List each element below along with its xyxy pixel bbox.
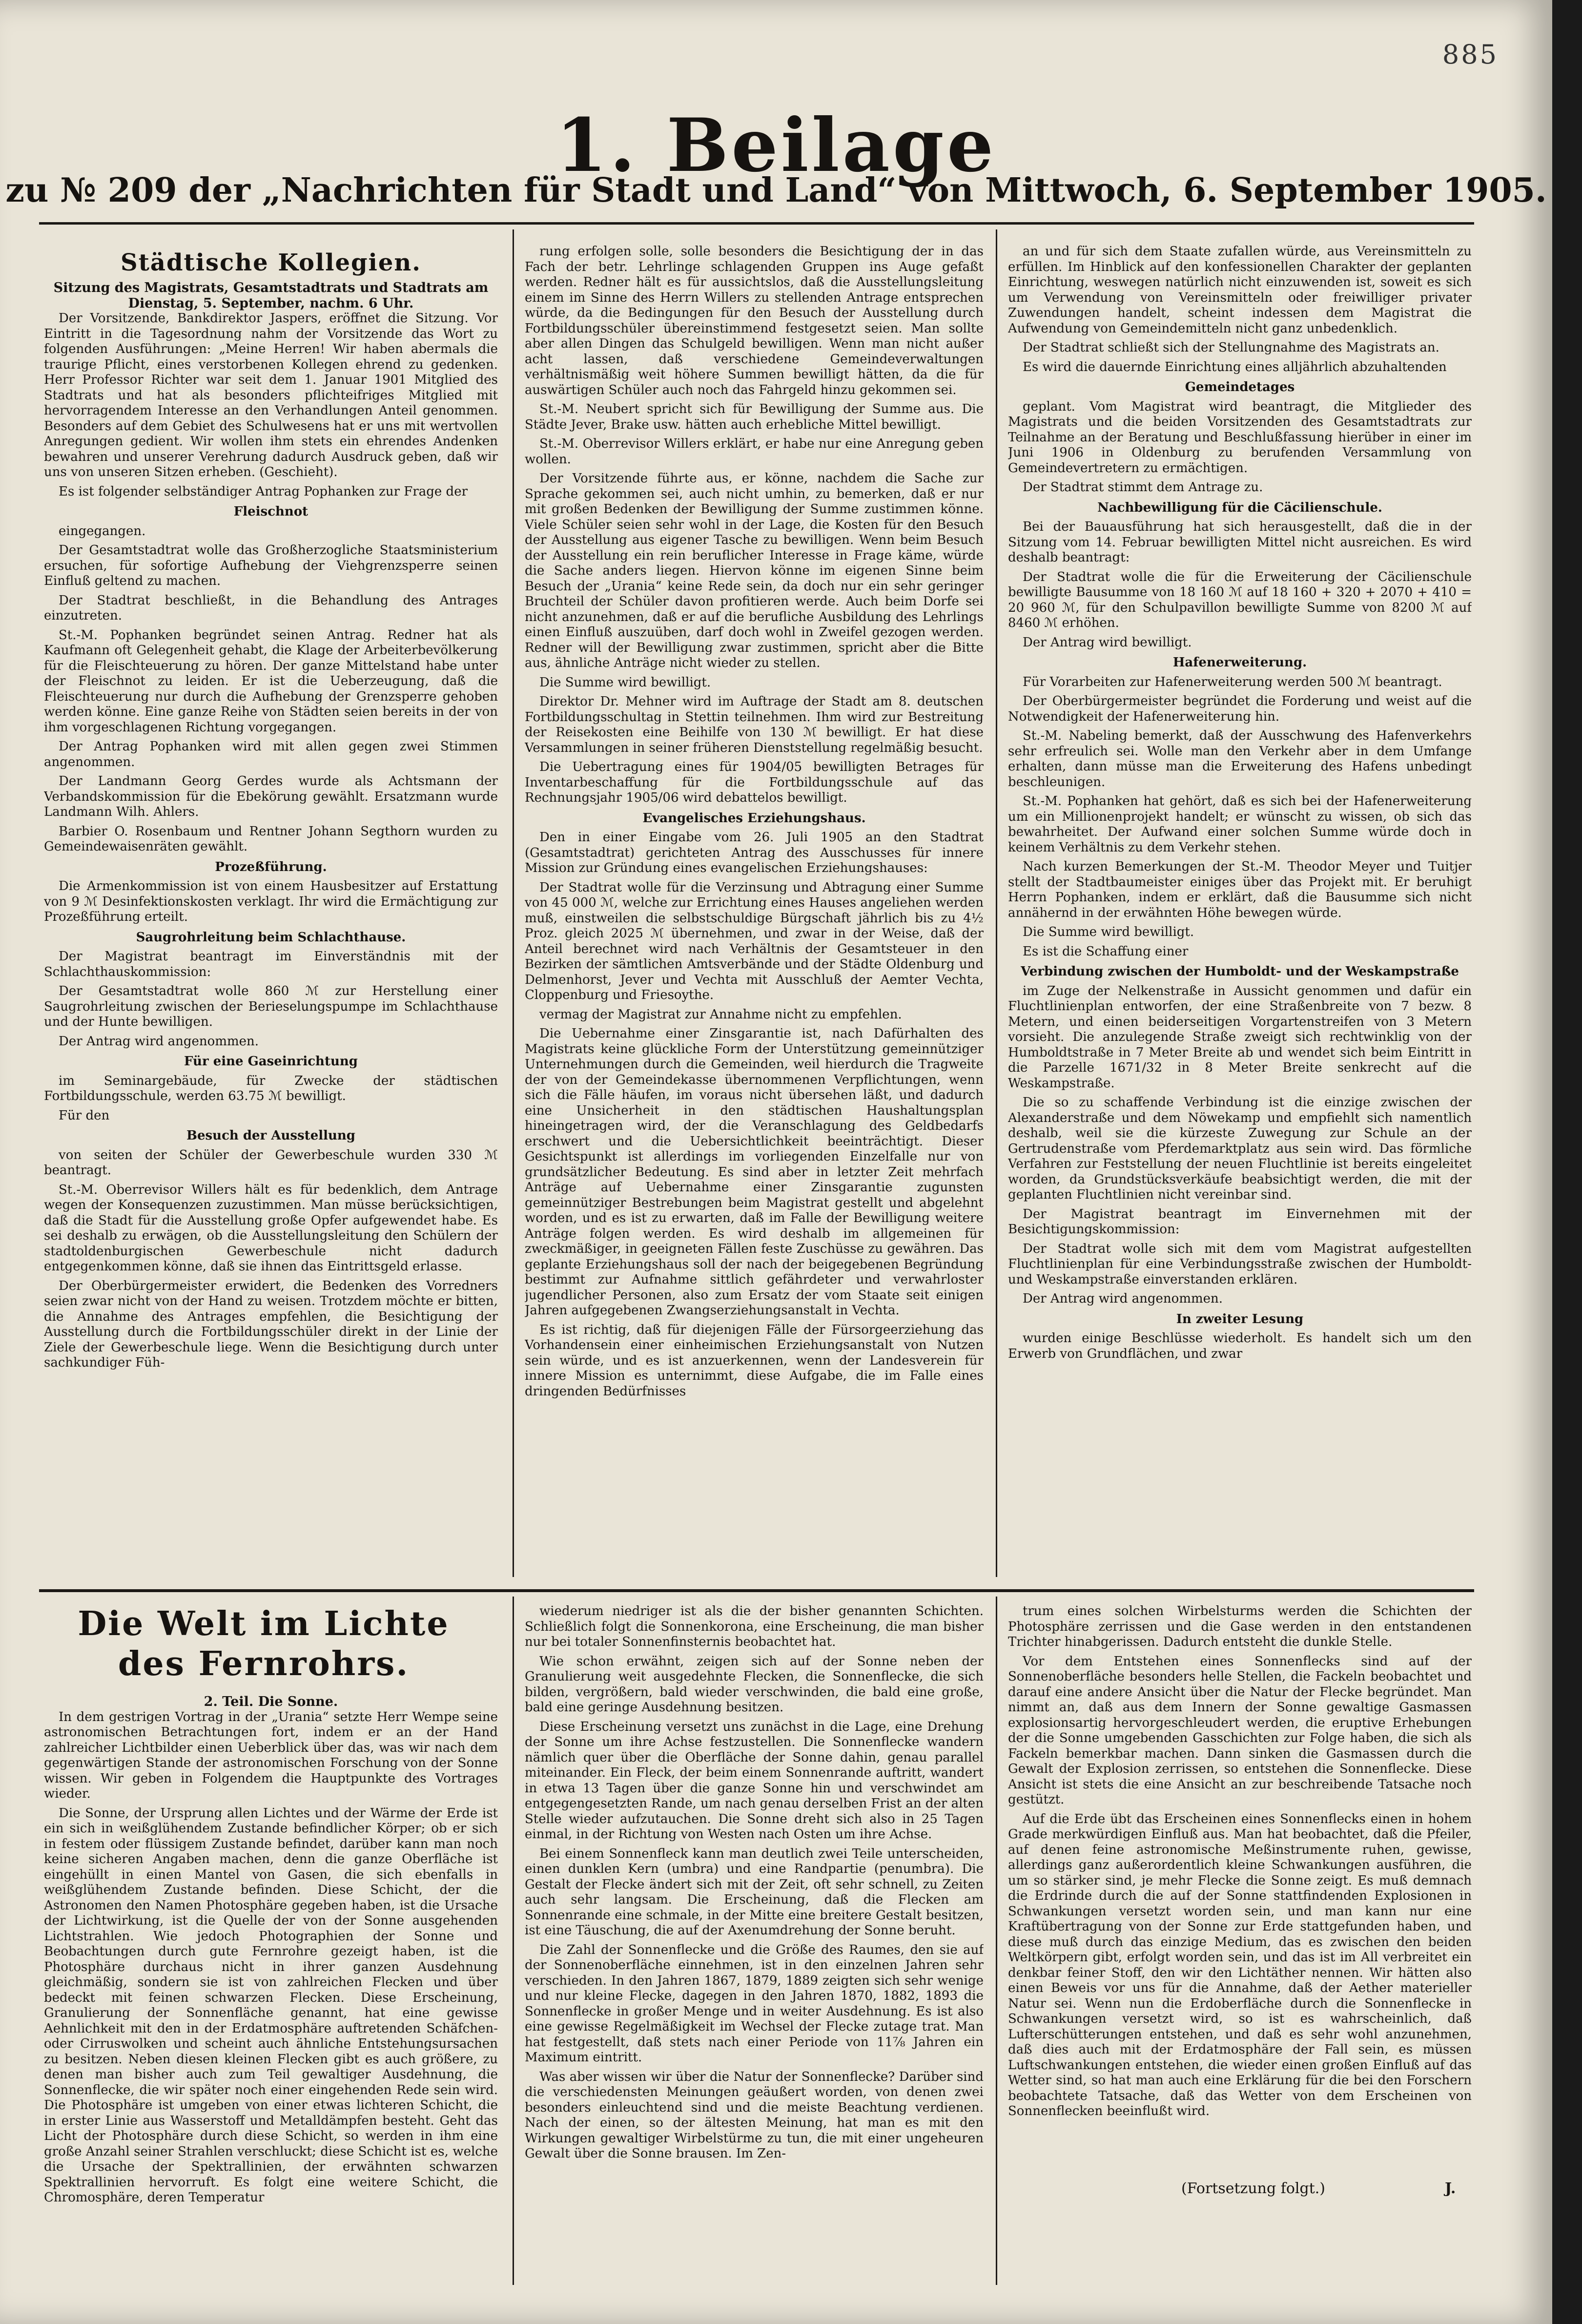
paragraph: Die Uebertragung eines für 1904/05 bewilligten Betrages für Inventarbeschaffung für die Fortbildungsschule auf das Rechnungsjahr 1905/06 wird debattelos bewilligt.: [525, 760, 984, 805]
feuilleton-title: Die Welt im Lichte des Fernrohrs.: [78, 1604, 450, 1683]
paragraph: Die Armenkommission ist von einem Hausbesitzer auf Erstattung von 9 ℳ Desinfektionskosten verklagt. Ihr wird die Ermächtigung zur Prozeßführung erteilt.: [44, 879, 498, 924]
paragraph: Der Gesamtstadtrat wolle 860 ℳ zur Herstellung einer Saugrohrleitung zwischen der Berieselungspumpe im Schlachthause und der Hunte bewilligen.: [44, 984, 498, 1029]
paragraph: rung erfolgen solle, solle besonders die Besichtigung der in das Fach der betr. Lehrlinge schlagenden Gruppen ins Auge gefaßt werden. Redner hält es für aussichtslos, daß die Ausstellungsleitung einem im Sinne des Herrn Willers zu stellenden Antrage entsprechen würde, da die Bedingungen für den Besuch der Ausstellung durch Fortbildungsschüler übereinstimmend festgesetzt seien. Man sollte aber allen Dingen das Schulgeld bewilligen. Wenn man nicht außer acht lassen, daß verschiedene Gemeindeverwaltungen verhältnismäßig weit höhere Summen bewilligt hätten, da die für auswärtigen Schüler auch noch das Fahrgeld hinzu gekommen sei.: [525, 244, 984, 397]
paragraph: Der Oberbürgermeister erwidert, die Bedenken des Vorredners seien zwar nicht von der Hand zu weisen. Trotzdem möchte er bitten, die Annahme des Antrages empfehlen, die Besichtigung der Ausstellung durch die Fortbildungsschüler direkt in der Linie der Ziele der Gewerbeschule liege. Wenn die Besichtigung durch unter sachkundiger Füh-: [44, 1278, 498, 1370]
feuilleton-part: 2. Teil. Die Sonne.: [204, 1694, 338, 1709]
feuilleton-column-1: [44, 1694, 498, 2280]
paragraph: im Zuge der Nelkenstraße in Aussicht genommen und dafür ein Fluchtlinienplan entworfen, der eine Straßenbreite von 7 bezw. 8 Metern, und einen beiderseitigen Vorgartenstreifen von 3 Metern vorsieht. Die anzulegende Straße zweigt sich rechtwinklig von der Humboldtstraße in 7 Meter Breite ab und wendet sich beim Eintritt in die Parzelle 1671/32 in 8 Meter Breite senkrecht auf die Weskampstraße.: [1008, 983, 1472, 1091]
paragraph: Die Sonne, der Ursprung allen Lichtes und der Wärme der Erde ist ein sich in weißglühendem Zustande befindlicher Körper; ob er sich in festem oder flüssigem Zustande befindet, darüber kann man noch keine sicheren Angaben machen, denn die ganze Oberfläche ist eingehüllt in einen Mantel von Gasen, die sich ebenfalls in weißglühendem Zustande befinden. Diese Schicht, der die Astronomen den Namen Photosphäre gegeben haben, ist die Ursache der Lichtwirkung, ist die Quelle der von der Sonne ausgehenden Lichtstrahlen. Wie jedoch Photographien der Sonne und Beobachtungen durch gute Fernrohre gezeigt haben, ist die Photosphäre durchaus nicht in ihrer ganzen Ausdehnung gleichmäßig, sondern sie ist von zahlreichen Flecken und über bedeckt mit feinen schwarzen Flecken. Diese Erscheinung, Granulierung der Sonnenfläche genannt, hat eine gewisse Aehnlichkeit mit den in der Erdatmosphäre auftretenden Schäfchen- oder Cirruswolken und scheint auch ähnliche Entstehungsursachen zu besitzen. Neben diesen kleinen Flecken gibt es auch größere, zu denen man bisher auch zum Teil gewaltiger Ausdehnung, die Sonnenflecke, die wir später noch einer eingehenden Rede sein wird. Die Photosphäre ist umgeben von einer etwas lichteren Schicht, die in erster Linie aus Wasserstoff und Metalldämpfen besteht. Geht das Licht der Photosphäre durch diese Schicht, so werden in ihm eine große Anzahl seiner Strahlen verschluckt; diese Schicht ist es, welche die Ursache der Spektrallinien, der erwähnten schwarzen Spektrallinien hervorruft. Es folgt eine weitere Schicht, die Chromosphäre, deren Temperatur: [44, 1805, 498, 2205]
paragraph: Der Magistrat beantragt im Einvernehmen mit der Besichtigungskommission:: [1008, 1206, 1472, 1237]
subheading: Besuch der Ausstellung: [186, 1128, 355, 1143]
top-column-2: [525, 244, 984, 1577]
paragraph: Der Antrag wird angenommen.: [59, 1034, 259, 1049]
paragraph: In dem gestrigen Vortrag in der „Urania“ setzte Herr Wempe seine astronomischen Betrachtungen fort, indem er an der Hand zahlreicher Lichtbilder einen Ueberblick über das, was wir nach dem gegenwärtigen Stande der astronomischen Forschung von der Sonne wissen. Wir geben in Folgendem die Hauptpunkte des Vortrages wieder.: [44, 1709, 498, 1801]
section-heading: Städtische Kollegien.: [121, 249, 421, 276]
paragraph: Barbier O. Rosenbaum und Rentner Johann Segthorn wurden zu Gemeindewaisenräten gewählt.: [44, 824, 498, 854]
paragraph: Direktor Dr. Mehner wird im Auftrage der Stadt am 8. deutschen Fortbildungsschultag in Stettin teilnehmen. Ihm wird zur Bestreitung der Reisekosten eine Beihilfe von 130 ℳ bewilligt. Er hat diese Versammlungen in seiner früheren Dienststellung regelmäßig besucht.: [525, 694, 984, 755]
paragraph: Der Landmann Georg Gerdes wurde als Achtsmann der Verbandskommission für die Ebekörung gewählt. Ersatzmann wurde Landmann Wilh. Ahlers.: [44, 774, 498, 819]
section-rule: [39, 1589, 1474, 1592]
paragraph: Der Antrag wird angenommen.: [1023, 1291, 1223, 1306]
paragraph: Wie schon erwähnt, zeigen sich auf der Sonne neben der Granulierung weit ausgedehnte Flecken, die Sonnenflecke, die sich bilden, vergrößern, bald wieder verschwinden, die bald eine große, bald eine geringe Ausdehnung besitzen.: [525, 1654, 984, 1715]
paragraph: Für den: [59, 1108, 110, 1123]
column-divider: [996, 229, 997, 1577]
paragraph: Der Stadtrat stimmt dem Antrage zu.: [1023, 480, 1263, 495]
paragraph: Für Vorarbeiten zur Hafenerweiterung werden 500 ℳ beantragt.: [1023, 674, 1442, 689]
subheading: Saugrohrleitung beim Schlachthause.: [136, 930, 406, 945]
paragraph: Der Gesamtstadtrat wolle das Großherzogliche Staatsministerium ersuchen, für sofortige Aufhebung der Viehgrenzsperre seinen Einfluß geltend zu machen.: [44, 543, 498, 588]
subheading: Verbindung zwischen der Humboldt- und der Weskampstraße: [1021, 964, 1459, 979]
author-signature: J.: [1445, 2180, 1456, 2197]
paragraph: Der Stadtrat wolle die für die Erweiterung der Cäcilienschule bewilligte Bausumme von 18 160 ℳ auf 18 160 + 320 + 2070 + 410 = 20 960 ℳ, für den Schulpavillon bewilligte Summe von 8200 ℳ auf 8460 ℳ erhöhen.: [1008, 569, 1472, 630]
paragraph: Der Stadtrat wolle sich mit dem vom Magistrat aufgestellten Fluchtlinienplan für eine Verbindungsstraße zwischen der Humboldt- und Weskampstraße einverstanden erklären.: [1008, 1241, 1472, 1287]
continuation-note: (Fortsetzung folgt.): [1181, 2180, 1325, 2197]
paragraph: Es ist richtig, daß für diejenigen Fälle der Fürsorgeerziehung das Vorhandensein einer einheimischen Erziehungsanstalt von Nutzen sein würde, und es ist anzuerkennen, wenn der Landesverein für innere Mission es unternimmt, diese Aufgabe, die im Falle eines dringenden Bedürfnisses: [525, 1322, 984, 1399]
column-divider: [513, 1597, 514, 2285]
subheading: Hafenerweiterung.: [1172, 655, 1307, 670]
paragraph: im Seminargebäude, für Zwecke der städtischen Fortbildungsschule, werden 63.75 ℳ bewilligt.: [44, 1073, 498, 1103]
paragraph: Der Magistrat beantragt im Einverständnis mit der Schlachthauskommission:: [44, 949, 498, 979]
paragraph: Die Zahl der Sonnenflecke und die Größe des Raumes, den sie auf der Sonnenoberfläche einnehmen, ist in den einzelnen Jahren sehr verschieden. In den Jahren 1867, 1879, 1889 zeigten sich sehr wenige und nur kleine Flecke, dagegen in den Jahren 1870, 1882, 1893 die Sonnenflecke in großer Menge und in weiter Ausdehnung. Es ist also eine gewisse Regelmäßigkeit im Wechsel der Flecke zutage trat. Man hat festgestellt, daß stets nach einer Periode von 11⅞ Jahren ein Maximum eintritt.: [525, 1942, 984, 2065]
paragraph: Der Stadtrat wolle für die Verzinsung und Abtragung einer Summe von 45 000 ℳ, welche zur Errichtung eines Hauses angeliehen werden muß, einstweilen die selbstschuldige Bürgschaft jährlich bis zu 4½ Proz. gleich 2025 ℳ übernehmen, und zwar in der Weise, daß der Anteil berechnet wird nach Verhältnis der Gesamtsteuer in den Bezirken der sämtlichen Amtsverbände und der Städte Oldenburg und Delmenhorst, Jever und Vechta mit Ausschluß der Aemter Vechta, Cloppenburg und Friesoythe.: [525, 880, 984, 1002]
feuilleton-column-2: [525, 1604, 984, 2282]
paragraph: Der Vorsitzende, Bankdirektor Jaspers, eröffnet die Sitzung. Vor Eintritt in die Tagesordnung nahm der Vorsitzende das Wort zu folgenden Ausführungen: „Meine Herren! Wir haben abermals die traurige Pflicht, eines verstorbenen Kollegen ehrend zu gedenken. Herr Professor Richter war seit dem 1. Januar 1901 Mitglied des Stadtrats und hat als besonders pflichteifriges Mitglied mit hervorragendem Interesse an den Verhandlungen Anteil genommen. Besonders auf dem Gebiet des Schulwesens hat er uns mit wertvollen Anregungen gedient. Wir wollen ihm stets ein ehrendes Andenken bewahren und unserer Verehrung dadurch Ausdruck geben, daß wir uns von unseren Sitzen erheben. (Geschieht).: [44, 311, 498, 479]
top-column-1: [44, 244, 498, 1577]
paragraph: Vor dem Entstehen eines Sonnenflecks sind auf der Sonnenoberfläche besonders helle Stellen, die Fackeln beobachtet und darauf eine andere Ansicht über die Natur der Flecke begründet. Man nimmt an, daß aus dem Innern der Sonne gewaltige Gasmassen explosionsartig hervorgeschleudert werden, die eruptive Erhebungen der die Sonne umgebenden Gasschichten zur Folge haben, die sich als Fackeln bemerkbar machen. Dann sinken die Gasmassen durch die Gewalt der Explosion zerrissen, so entstehen die Sonnenflecke. Diese Ansicht ist stets die eine Ansicht an zur beschreibende Tatsache noch gestützt.: [1008, 1654, 1472, 1807]
paragraph: Der Stadtrat beschließt, in die Behandlung des Antrages einzutreten.: [44, 593, 498, 623]
subheading: In zweiter Lesung: [1176, 1311, 1304, 1327]
paragraph: eingegangen.: [59, 523, 146, 539]
paragraph: geplant. Vom Magistrat wird beantragt, die Mitglieder des Magistrats und die beiden Vorsitzenden des Gesamtstadtrats zur Teilnahme an der Beratung und Beschlußfassung hierüber in einer im Juni 1906 in Oldenburg zu berufenden Versammlung von Gemeindevertretern zu ermächtigen.: [1008, 399, 1472, 476]
paragraph: St.-M. Nabeling bemerkt, daß der Ausschwung des Hafenverkehrs sehr erfreulich sei. Wolle man den Verkehr aber in dem Umfange erhalten, dann müsse man die Erweiterung des Hafens unbedingt beschleunigen.: [1008, 728, 1472, 789]
paragraph: Den in einer Eingabe vom 26. Juli 1905 an den Stadtrat (Gesamtstadtrat) gerichteten Antrag des Ausschusses für innere Mission zur Gründung eines evangelischen Erziehungshauses:: [525, 830, 984, 875]
feuilleton-column-3: [1008, 1604, 1472, 2160]
paragraph: Die Uebernahme einer Zinsgarantie ist, nach Dafürhalten des Magistrats keine glückliche Form der Unterstützung gemeinnütziger Unternehmungen durch die Gemeinden, weil hierdurch die Tragweite der von der Gemeindekasse übernommenen Verpflichtungen, wenn sich die Fälle häufen, im voraus nicht übersehen läßt, und dadurch eine Unsicherheit in den städtischen Haushaltungsplan hineingetragen wird, der die Veranschlagung des Geldbedarfs erschwert und die Uebersichtlichkeit beeinträchtigt. Dieser Gesichtspunkt ist allerdings im vorliegenden Einzelfalle nur von grundsätzlicher Bedeutung. Es sind aber in letzter Zeit mehrfach Anträge auf Uebernahme einer Zinsgarantie zugunsten gemeinnütziger Bestrebungen beim Magistrat gestellt und abgelehnt worden, und es ist zu erwarten, daß im Falle der Bewilligung weitere Anträge folgen werden. Es wird deshalb im allgemeinen für zweckmäßiger, in geeigneten Fällen feste Zuschüsse zu gewähren. Das geplante Erziehungshaus soll der nach der beigegebenen Begründung bestimmt zur Aufnahme sittlich gefährdeter und verwahrloster jugendlicher Personen, also zum Ersatz der vom Staate seit einigen Jahren aufgegebenen Zwangserziehungsanstalt in Vechta.: [525, 1026, 984, 1318]
paragraph: wurden einige Beschlüsse wiederholt. Es handelt sich um den Erwerb von Grundflächen, und zwar: [1008, 1331, 1472, 1361]
paragraph: an und für sich dem Staate zufallen würde, aus Vereinsmitteln zu erfüllen. Im Hinblick auf den konfessionellen Charakter der geplanten Einrichtung, weswegen natürlich nicht einzuwenden ist, soweit es sich um Verwendung von Vereinsmitteln oder freiwilliger privater Zuwendungen handelt, scheint indessen dem Magistrat die Aufwendung von Gemeindemitteln nicht ganz unbedenklich.: [1008, 244, 1472, 336]
paragraph: Die so zu schaffende Verbindung ist die einzige zwischen der Alexanderstraße und dem Nöwekamp und empfiehlt sich namentlich deshalb, weil sie die kürzeste Zuwegung zur Schule an der Gertrudenstraße vom Pferdemarktplatz aus sein wird. Das förmliche Verfahren zur Feststellung der neuen Fluchtlinie ist bereits eingeleitet worden, da Grundstücksverkäufe beabsichtigt werden, die mit der geplanten Fluchtlinien nicht vereinbar sind.: [1008, 1095, 1472, 1202]
subheading: Prozeßführung.: [215, 859, 327, 874]
column-divider: [513, 229, 514, 1577]
masthead-rule: [39, 222, 1474, 225]
subheading: Für eine Gaseinrichtung: [184, 1054, 358, 1069]
paragraph: Was aber wissen wir über die Natur der Sonnenflecke? Darüber sind die verschiedensten Meinungen geäußert worden, von denen zwei besonders einleuchtend sind und die meiste Beachtung verdienen. Nach der einen, so der ältesten Meinung, hat man es mit den Wirkungen gewaltiger Wirbelstürme zu tun, die mit einer ungeheuren Gewalt über die Sonne brausen. Im Zen-: [525, 2069, 984, 2161]
paragraph: von seiten der Schüler der Gewerbeschule wurden 330 ℳ beantragt.: [44, 1147, 498, 1178]
section-subheading: Sitzung des Magistrats, Gesamtstadtrats und Stadtrats am Dienstag, 5. September, nachm. 6 Uhr.: [53, 280, 489, 311]
paragraph: Nach kurzen Bemerkungen der St.-M. Theodor Meyer und Tuitjer stellt der Stadtbaumeister einiges über das Projekt mit. Er beruhigt Herrn Pophanken, indem er erklärt, daß die Bausumme sich nicht annähernd in der erwähnten Höhe bewegen würde.: [1008, 859, 1472, 920]
paragraph: Es ist folgender selbständiger Antrag Pophanken zur Frage der: [59, 484, 468, 499]
paragraph: Auf die Erde übt das Erscheinen eines Sonnenflecks einen in hohem Grade merkwürdigen Einfluß aus. Man hat beobachtet, daß die Pfeiler, auf denen feine astronomische Meßinstrumente ruhen, gewisse, allerdings ganz außerordentlich kleine Schwankungen ausführen, die um so stärker sind, je mehr Flecke die Sonne zeigt. Es muß demnach die Erdrinde durch die auf der Sonne stattfindenden Explosionen in Schwankungen versetzt worden sein, und man kann nur eine Kraftübertragung von der Sonne zur Erde stattgefunden haben, und diese muß durch das einzige Medium, das es zwischen den beiden Weltkörpern gibt, erfolgt worden sein, und das ist im All verbreitet ein denkbar feiner Stoff, den wir den Lichtäther nennen. Wir hätten also einen Beweis vor uns für die Annahme, daß der Aether materieller Natur sei. Wenn nun die Erdoberfläche durch die Sonnenflecke in Schwankungen versetzt wird, so ist es wahrscheinlich, daß Lufterschütterungen entstehen, und daß es sehr wohl anzunehmen, daß dies auch mit der Erdatmosphäre der Fall sein, es müssen Luftschwankungen entstehen, die wieder einen großen Einfluß auf das Wetter sind, so hat man auch eine Erklärung für die bei den Forschern beobachtete Tatsache, daß das Wetter von dem Erscheinen von Sonnenflecken beeinflußt wird.: [1008, 1811, 1472, 2118]
paragraph: trum eines solchen Wirbelsturms werden die Schichten der Photosphäre zerrissen und die Gase werden in den entstandenen Trichter hinabgerissen. Dadurch entsteht die dunkle Stelle.: [1008, 1604, 1472, 1649]
column-divider: [996, 1597, 997, 2285]
paragraph: Der Oberbürgermeister begründet die Forderung und weist auf die Notwendigkeit der Hafenerweiterung hin.: [1008, 694, 1472, 724]
paragraph: Diese Erscheinung versetzt uns zunächst in die Lage, eine Drehung der Sonne um ihre Achse festzustellen. Die Sonnenflecke wandern nämlich quer über die Oberfläche der Sonne dahin, genau parallel miteinander. Ein Fleck, der beim einem Sonnenrande auftritt, wandert in etwa 13 Tagen über die ganze Sonne hin und verschwindet am entgegengesetzten Rande, um nach genau derselben Frist an der alten Stelle wieder aufzutauchen. Die Sonne dreht sich also in 25 Tagen einmal, in der Richtung von Westen nach Osten um ihre Achse.: [525, 1719, 984, 1842]
top-column-3: [1008, 244, 1472, 1577]
subheading: Fleischnot: [233, 504, 308, 519]
paragraph: Die Summe wird bewilligt.: [539, 675, 711, 690]
subheading: Gemeindetages: [1185, 380, 1295, 394]
paragraph: Bei einem Sonnenfleck kann man deutlich zwei Teile unterscheiden, einen dunklen Kern (umbra) und eine Randpartie (penumbra). Die Gestalt der Flecke ändert sich mit der Zeit, oft sehr schnell, zu Zeiten auch sehr langsam. Die Erscheinung, daß die Flecken am Sonnenrande eine schmale, in der Mitte eine breitere Gestalt besitzen, ist eine Täuschung, die auf der Axenumdrehung der Sonne beruht.: [525, 1846, 984, 1938]
paragraph: St.-M. Pophanken begründet seinen Antrag. Redner hat als Kaufmann oft Gelegenheit gehabt, die Klage der Arbeiterbevölkerung für die Fleischteuerung zu hören. Der ganze Mittelstand habe unter der Fleischnot zu leiden. Er ist die Ueberzeugung, daß die Fleischteuerung nur durch die Aufhebung der Grenzsperre gehoben werden könne. Eine ganze Reihe von Städten seien bereits in der von ihm vorgeschlagenen Richtung vorgegangen.: [44, 627, 498, 735]
paragraph: wiederum niedriger ist als die der bisher genannten Schichten. Schließlich folgt die Sonnenkorona, eine Erscheinung, die man bisher nur bei totaler Sonnenfinsternis beobachtet hat.: [525, 1604, 984, 1649]
paragraph: Bei der Bauausführung hat sich herausgestellt, daß die in der Sitzung vom 14. Februar bewilligten Mittel nicht ausreichen. Es wird deshalb beantragt:: [1008, 519, 1472, 565]
masthead-title: 1. Beilage: [555, 103, 997, 188]
subheading: Nachbewilligung für die Cäcilienschule.: [1097, 500, 1382, 515]
paragraph: Der Antrag Pophanken wird mit allen gegen zwei Stimmen angenommen.: [44, 739, 498, 769]
paragraph: St.-M. Neubert spricht sich für Bewilligung der Summe aus. Die Städte Jever, Brake usw. hätten auch erhebliche Mittel bewilligt.: [525, 402, 984, 432]
paragraph: Die Summe wird bewilligt.: [1023, 925, 1194, 939]
paragraph: St.-M. Oberrevisor Willers erklärt, er habe nur eine Anregung geben wollen.: [525, 436, 984, 467]
paragraph: St.-M. Oberrevisor Willers hält es für bedenklich, dem Antrage wegen der Konsequenzen zuzustimmen. Man müsse berücksichtigen, daß die Stadt für die Ausstellung große Opfer aufgewendet habe. Es sei deshalb zu erwägen, ob die Ausstellungsleitung den Schülern der stadtoldenburgischen Gewerbeschule nicht dadurch entgegenkommen könne, daß sie ihnen das Eintrittsgeld erlasse.: [44, 1182, 498, 1274]
page-number: 885: [1442, 39, 1499, 70]
paragraph: Der Vorsitzende führte aus, er könne, nachdem die Sache zur Sprache gekommen sei, auch nicht umhin, zu bemerken, daß er nur mit großen Bedenken der Bewilligung der Summe zustimmen könne. Viele Schüler seien sehr wohl in der Lage, die Kosten für den Besuch der Ausstellung aus eigener Tasche zu bewilligen. Wenn beim Besuch der Ausstellung ein rein beruflicher Interesse in Frage käme, würde die Sache anders liegen. Hiervon könne im eigenen Sinne beim Besuch der „Urania“ keine Rede sein, da doch nur ein sehr geringer Bruchteil der Schüler davon profitieren werde. Auch beim Dorfe sei nicht anzunehmen, daß er auf die berufliche Ausbildung des Lehrlings einen Einfluß auszuüben, darf doch wohl in Zweifel gezogen werden. Redner will der Bewilligung zwar zustimmen, spricht aber die Bitte aus, ähnliche Anträge nicht wieder zu stellen.: [525, 471, 984, 670]
paragraph: Es ist die Schaffung einer: [1023, 944, 1189, 959]
paragraph: Der Antrag wird bewilligt.: [1023, 635, 1192, 650]
subheading: Evangelisches Erziehungshaus.: [642, 810, 866, 826]
paragraph: Es wird die dauernde Einrichtung eines alljährlich abzuhaltenden: [1023, 359, 1447, 374]
masthead-subtitle: zu № 209 der „Nachrichten für Stadt und Land“ von Mittwoch, 6. September 1905.: [5, 171, 1547, 210]
paragraph: vermag der Magistrat zur Annahme nicht zu empfehlen.: [539, 1007, 902, 1022]
paragraph: St.-M. Pophanken hat gehört, daß es sich bei der Hafenerweiterung um ein Millionenprojekt handelt; er wünscht zu wissen, ob sich das bewahrheitet. Der Aufwand einer solchen Summe würde doch in keinem Verhältnis zu dem Verkehr stehen.: [1008, 794, 1472, 855]
paragraph: Der Stadtrat schließt sich der Stellungnahme des Magistrats an.: [1023, 340, 1439, 355]
